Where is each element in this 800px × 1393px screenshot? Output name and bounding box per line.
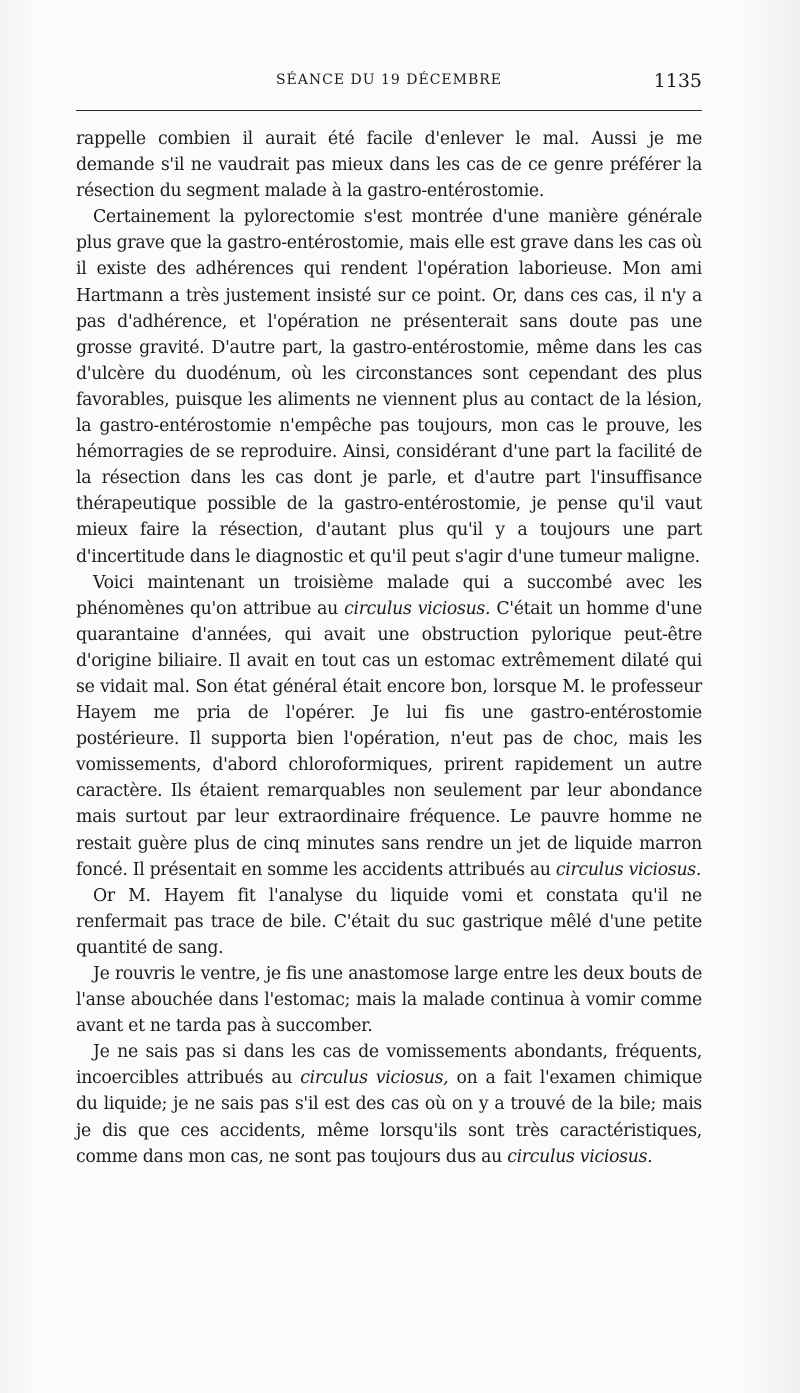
paragraph-3 [76,570,702,883]
header-rule [76,110,702,111]
paragraph-6-text-b: on a fait l'examen chimique du liquide; je ne sais pas s'il est des cas où on y a trouvé de la bile; mais je dis que ces accidents, même lorsqu'ils sont très caractéristiques, comme dans mon cas, ne sont pas toujours dus au [76,1068,702,1167]
paragraph-2: Certainement la pylorectomie s'est montrée d'une manière générale plus grave que la gastro-entérostomie, mais elle est grave dans les cas où il existe des adhérences qui rendent l'opération laborieuse. Mon ami Hartmann a très justement insisté sur ce point. Or, dans ces cas, il n'y a pas d'adhérence, et l'opération ne présenterait sans doute pas une grosse gravité. D'autre part, la gastro-entérostomie, même dans les cas d'ulcère du duodénum, où les circonstances sont cependant des plus favorables, puisque les aliments ne viennent plus au contact de la lésion, la gastro-entérostomie n'empêche pas toujours, mon cas le prouve, les hémorragies de se reproduire. Ainsi, considérant d'une part la facilité de la résection dans les cas dont je parle, et d'autre part l'insuffisance thérapeutique possible de la gastro-entérostomie, je pense qu'il vaut mieux faire la résection, d'autant plus qu'il y a toujours une part d'incertitude dans le diagnostic et qu'il peut s'agir d'une tumeur maligne. [76,207,702,567]
latin-term: circulus viciosus. [507,1146,653,1167]
page-number: 1135 [653,70,702,92]
paragraph-4: Or M. Hayem fit l'analyse du liquide vomi et constata qu'il ne renfermait pas trace de bile. C'était du suc gastrique mêlé d'une petite quantité de sang. [76,885,702,958]
paragraph-1: rappelle combien il aurait été facile d'enlever le mal. Aussi je me demande s'il ne vaudrait pas mieux dans les cas de ce genre préférer la résection du segment malade à la gastro-entérostomie. [76,129,702,202]
running-title: SÉANCE DU 19 DÉCEMBRE [275,72,503,88]
latin-term: circulus viciosus. [555,859,702,880]
paragraph-3-text-b: C'était un homme d'une quarantaine d'années, qui avait une obstruction pylorique peut-être d'origine biliaire. Il avait en tout cas un estomac extrêmement dilaté qui se vidait mal. Son état général était encore bon, lorsque M. le professeur Hayem me pria de l'opérer. Je lui fis une gastro-entérostomie postérieure. Il supporta bien l'opération, n'eut pas de choc, mais les vomissements, d'abord chloroformiques, prirent rapidement un autre caractère. Ils étaient remarquables non seulement par leur abondance mais surtout par leur extraordinaire fréquence. Le pauvre homme ne restait guère plus de cinq minutes sans rendre un jet de liquide marron foncé. Il présentait en somme les accidents attribués au [76,598,703,880]
latin-term: circulus viciosus, [300,1068,449,1089]
paragraph-6-text-a: Je ne sais pas si dans les cas de vomissements abondants, fréquents, incoercibles attribués au [76,1042,702,1089]
page-header [76,70,702,98]
paragraph-3-text-a: Voici maintenant un troisième malade qui a succombé avec les phénomènes qu'on attribue au [76,572,702,619]
paragraph-5: Je rouvris le ventre, je fis une anastomose large entre les deux bouts de l'anse abouchée dans l'estomac; mais la malade continua à vomir comme avant et ne tarda pas à succomber. [76,964,702,1037]
paragraph-6 [76,1039,702,1169]
body-text [76,126,702,1170]
latin-term: circulus viciosus. [344,598,491,619]
